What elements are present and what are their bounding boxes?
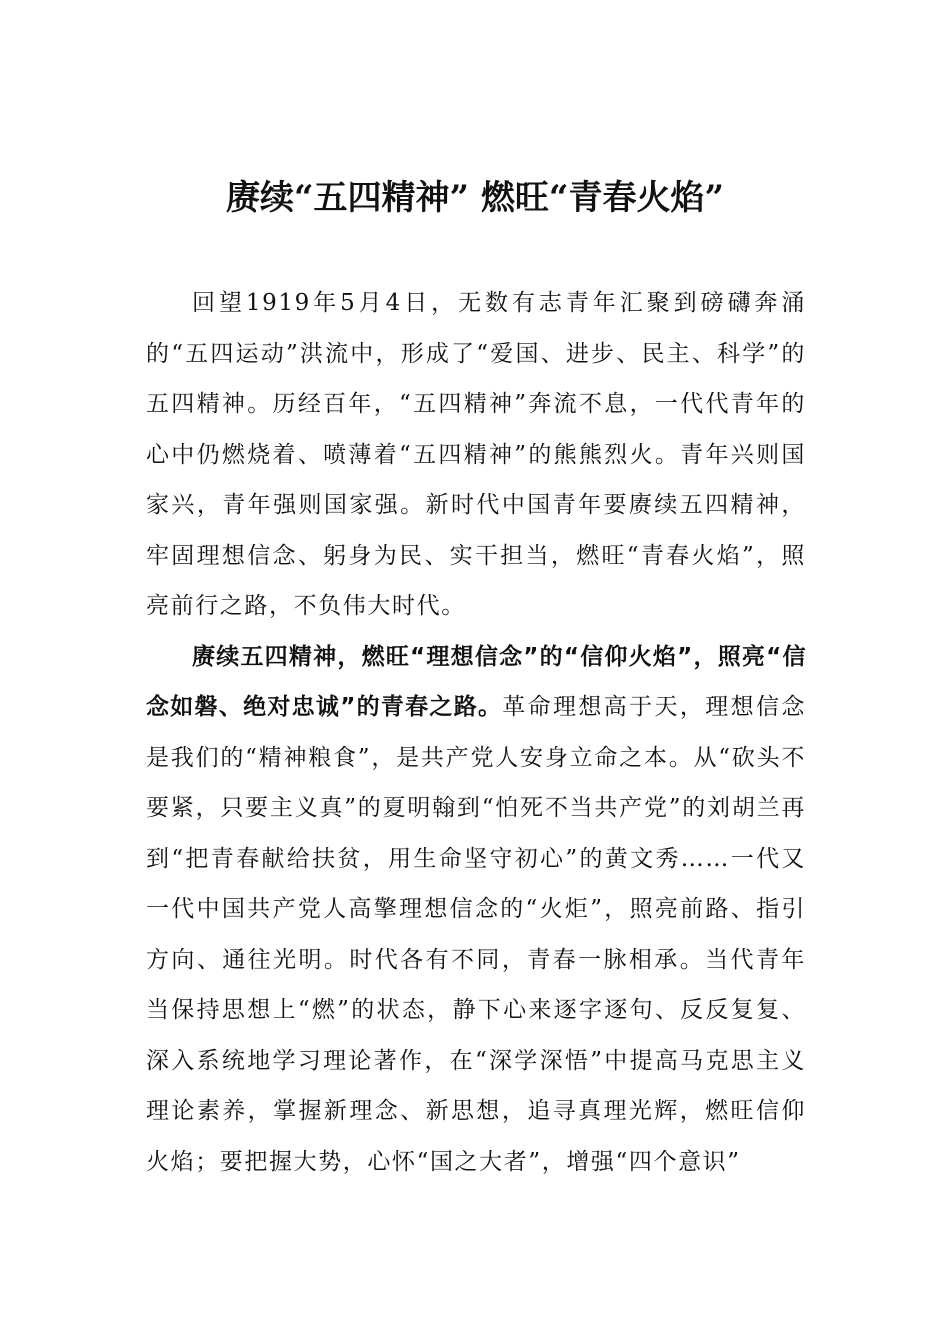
paragraph-body-text: 革命理想高于天，理想信念是我们的“精神粮食”，是共产党人安身立命之本。从“砍头不要紧，只要主义真”的夏明翰到“怕死不当共产党”的刘胡兰再到“把青春献给扶贫，用生命坚守初心”的黄文秀……一代又一代中国共产党人高擎理想信念的“火炬”，照亮前路、指引方向、通往光明。时代各有不同，青春一脉相承。当代青年当保持思想上“燃”的状态，静下心来逐字逐句、反反复复、深入系统地学习理论著作，在“深学深悟”中提高马克思主义理论素养，掌握新理念、新思想，追寻真理光辉，燃旺信仰火焰；要把握大势，心怀“国之大者”，增强“四个意识” xyxy=(146,694,806,1175)
document-body xyxy=(146,278,806,1187)
document-title: 赓续“五四精神” 燃旺“青春火焰” xyxy=(225,178,725,218)
paragraph-ideals xyxy=(146,632,806,1188)
paragraph-lead-sentence: 赓续五四精神，燃旺“理想信念”的“信仰火焰”，照亮“信念如磐、绝对忠诚”的青春之路。 xyxy=(146,643,806,720)
paragraph-intro: 回望1919年5月4日，无数有志青年汇聚到磅礴奔涌的“五四运动”洪流中，形成了“爱国、进步、民主、科学”的五四精神。历经百年，“五四精神”奔流不息，一代代青年的心中仍燃烧着、喷薄着“五四精神”的熊熊烈火。青年兴则国家兴，青年强则国家强。新时代中国青年要赓续五四精神，牢固理想信念、躬身为民、实干担当，燃旺“青春火焰”，照亮前行之路，不负伟大时代。 xyxy=(146,290,806,619)
